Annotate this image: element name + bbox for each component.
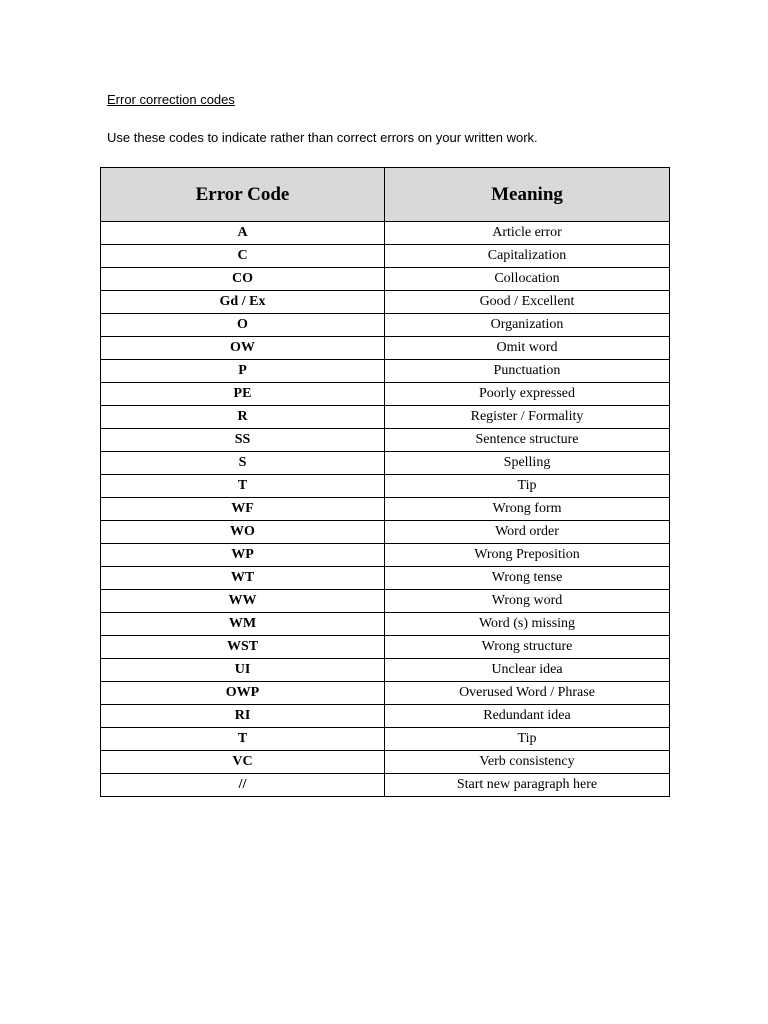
table-row (101, 222, 670, 245)
meaning-cell: Tip (385, 475, 670, 498)
table-row (101, 360, 670, 383)
table-row (101, 682, 670, 705)
meaning-cell: Capitalization (385, 245, 670, 268)
error-code-cell: S (101, 452, 385, 475)
error-code-cell: O (101, 314, 385, 337)
table-row (101, 429, 670, 452)
meaning-cell: Wrong word (385, 590, 670, 613)
error-code-cell: A (101, 222, 385, 245)
table-row (101, 774, 670, 797)
meaning-cell: Organization (385, 314, 670, 337)
error-code-cell: WM (101, 613, 385, 636)
meaning-cell: Verb consistency (385, 751, 670, 774)
error-code-cell: WST (101, 636, 385, 659)
error-code-cell: OWP (101, 682, 385, 705)
table-row (101, 268, 670, 291)
meaning-cell: Wrong form (385, 498, 670, 521)
table-row (101, 659, 670, 682)
table-row (101, 406, 670, 429)
table-row (101, 245, 670, 268)
error-code-cell: PE (101, 383, 385, 406)
meaning-cell: Word (s) missing (385, 613, 670, 636)
table-row (101, 314, 670, 337)
error-code-cell: WP (101, 544, 385, 567)
error-code-cell: SS (101, 429, 385, 452)
meaning-cell: Poorly expressed (385, 383, 670, 406)
table-header-row (101, 168, 670, 222)
meaning-cell: Wrong Preposition (385, 544, 670, 567)
meaning-cell: Omit word (385, 337, 670, 360)
meaning-cell: Word order (385, 521, 670, 544)
error-codes-table (100, 167, 670, 797)
meaning-cell: Wrong tense (385, 567, 670, 590)
table-row (101, 590, 670, 613)
table-row (101, 498, 670, 521)
meaning-cell: Start new paragraph here (385, 774, 670, 797)
error-code-cell: WF (101, 498, 385, 521)
error-code-cell: T (101, 728, 385, 751)
meaning-cell: Register / Formality (385, 406, 670, 429)
error-code-cell: WW (101, 590, 385, 613)
intro-text: Use these codes to indicate rather than correct errors on your written work. (107, 130, 538, 145)
meaning-cell: Article error (385, 222, 670, 245)
meaning-cell: Tip (385, 728, 670, 751)
error-code-cell: OW (101, 337, 385, 360)
table-row (101, 705, 670, 728)
table-row (101, 751, 670, 774)
error-code-cell: UI (101, 659, 385, 682)
error-code-cell: CO (101, 268, 385, 291)
meaning-cell: Wrong structure (385, 636, 670, 659)
meaning-cell: Redundant idea (385, 705, 670, 728)
meaning-cell: Spelling (385, 452, 670, 475)
meaning-cell: Punctuation (385, 360, 670, 383)
error-code-cell: R (101, 406, 385, 429)
table-row (101, 337, 670, 360)
error-code-cell: RI (101, 705, 385, 728)
error-code-cell: VC (101, 751, 385, 774)
table-row (101, 475, 670, 498)
error-code-cell: P (101, 360, 385, 383)
error-code-cell: // (101, 774, 385, 797)
table-row (101, 544, 670, 567)
table-row (101, 521, 670, 544)
table-row (101, 291, 670, 314)
meaning-cell: Good / Excellent (385, 291, 670, 314)
table-row (101, 636, 670, 659)
meaning-cell: Unclear idea (385, 659, 670, 682)
meaning-cell: Collocation (385, 268, 670, 291)
header-error-code: Error Code (101, 168, 385, 222)
error-code-cell: Gd / Ex (101, 291, 385, 314)
document-heading: Error correction codes (107, 92, 235, 107)
error-code-cell: C (101, 245, 385, 268)
table-row (101, 452, 670, 475)
meaning-cell: Sentence structure (385, 429, 670, 452)
table-row (101, 567, 670, 590)
table-row (101, 383, 670, 406)
error-code-cell: WO (101, 521, 385, 544)
error-code-cell: WT (101, 567, 385, 590)
meaning-cell: Overused Word / Phrase (385, 682, 670, 705)
table-body (101, 222, 670, 797)
header-meaning: Meaning (385, 168, 670, 222)
table-row (101, 728, 670, 751)
error-code-cell: T (101, 475, 385, 498)
table-row (101, 613, 670, 636)
